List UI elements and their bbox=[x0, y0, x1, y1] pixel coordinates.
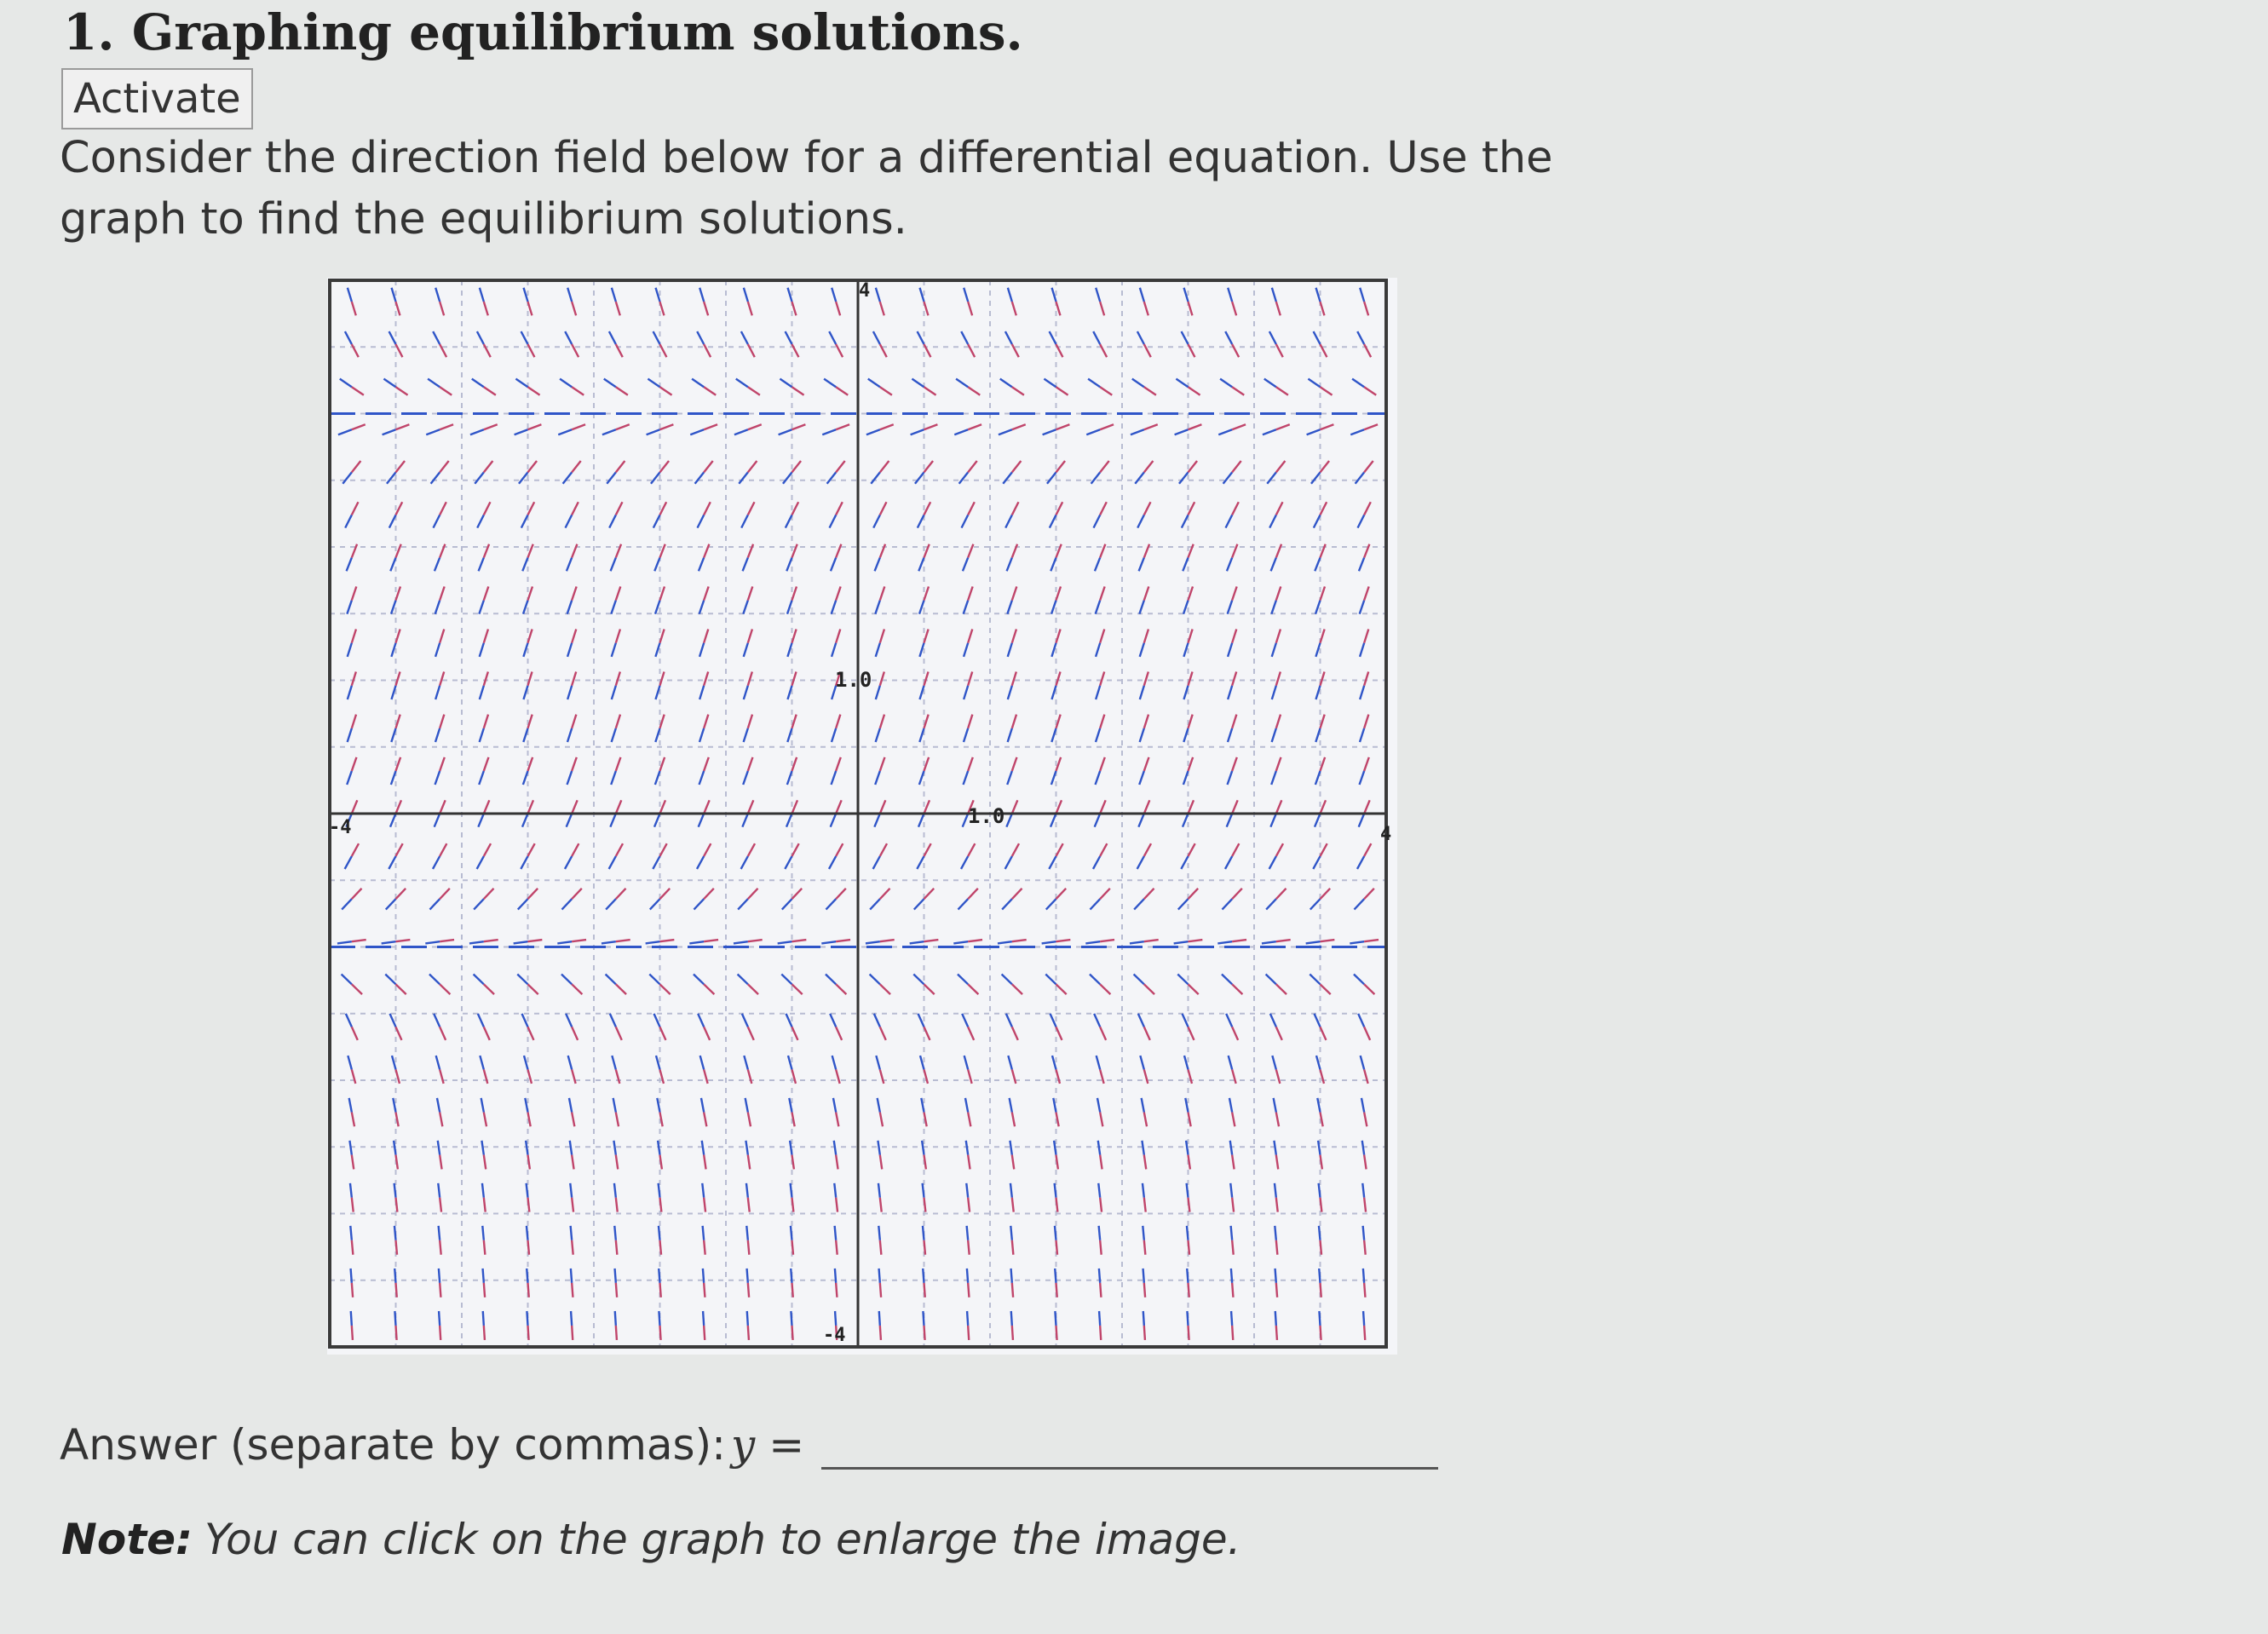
slope-segment bbox=[1055, 1311, 1056, 1326]
slope-segment bbox=[792, 1240, 794, 1255]
slope-segment bbox=[527, 1226, 528, 1240]
slope-segment bbox=[1100, 1240, 1102, 1255]
slope-segment bbox=[1363, 1269, 1364, 1283]
slope-segment bbox=[1363, 1226, 1365, 1240]
slope-segment bbox=[1319, 1269, 1320, 1283]
slope-segment bbox=[659, 1226, 660, 1240]
slope-segment bbox=[1275, 1311, 1276, 1326]
slope-segment bbox=[616, 1326, 617, 1340]
slope-segment bbox=[967, 1311, 968, 1326]
slope-segment bbox=[747, 1311, 748, 1326]
slope-segment bbox=[1011, 1311, 1012, 1326]
y-min-label: -4 bbox=[823, 1325, 846, 1346]
slope-segment bbox=[1055, 1226, 1056, 1240]
slope-segment bbox=[484, 1283, 485, 1297]
slope-segment bbox=[1099, 1226, 1101, 1240]
x-min-label: -4 bbox=[329, 817, 352, 838]
slope-segment bbox=[747, 1269, 748, 1283]
answer-variable: y bbox=[730, 1420, 756, 1470]
slope-segment bbox=[394, 1269, 395, 1283]
slope-segment bbox=[879, 1269, 880, 1283]
slope-segment bbox=[350, 1226, 352, 1240]
slope-segment bbox=[352, 1283, 353, 1297]
slope-segment bbox=[704, 1326, 705, 1340]
slope-segment bbox=[1012, 1283, 1013, 1297]
slope-segment bbox=[1187, 1269, 1188, 1283]
slope-segment bbox=[396, 1326, 397, 1340]
slope-segment bbox=[484, 1240, 486, 1255]
slope-segment bbox=[1143, 1311, 1144, 1326]
slope-segment bbox=[1189, 1240, 1190, 1255]
slope-segment bbox=[1319, 1311, 1320, 1326]
slope-segment bbox=[1231, 1311, 1232, 1326]
slope-segment bbox=[572, 1283, 573, 1297]
answer-row bbox=[60, 1397, 1438, 1470]
slope-segment bbox=[924, 1326, 925, 1340]
slope-segment bbox=[528, 1240, 530, 1255]
slope-segment bbox=[571, 1226, 573, 1240]
problem-title: 1. Graphing equilibrium solutions. bbox=[63, 3, 1023, 61]
slope-segment bbox=[968, 1240, 970, 1255]
slope-segment bbox=[660, 1283, 661, 1297]
slope-segment bbox=[1056, 1283, 1057, 1297]
slope-segment bbox=[1010, 1226, 1012, 1240]
slope-segment bbox=[351, 1311, 352, 1326]
slope-segment bbox=[1012, 1326, 1013, 1340]
slope-segment bbox=[351, 1269, 352, 1283]
x-tick-label: 1.0 bbox=[968, 804, 1005, 828]
y-max-label: 4 bbox=[859, 280, 871, 302]
slope-segment bbox=[879, 1311, 880, 1326]
slope-segment bbox=[352, 1240, 354, 1255]
slope-segment bbox=[528, 1326, 529, 1340]
slope-segment bbox=[615, 1311, 616, 1326]
slope-segment bbox=[1364, 1283, 1365, 1297]
slope-segment bbox=[880, 1240, 882, 1255]
problem-prompt: Consider the direction field below for a differential equation. Use the graph to find the equilibrium solutions. bbox=[60, 133, 1553, 245]
slope-segment bbox=[923, 1311, 924, 1326]
slope-segment bbox=[614, 1226, 616, 1240]
slope-segment bbox=[1144, 1283, 1145, 1297]
answer-label: Answer (separate by commas): bbox=[60, 1420, 726, 1470]
slope-segment bbox=[1364, 1326, 1365, 1340]
slope-segment bbox=[440, 1240, 441, 1255]
slope-segment bbox=[1319, 1226, 1321, 1240]
slope-segment bbox=[791, 1226, 792, 1240]
slope-segment bbox=[748, 1240, 750, 1255]
graph-background bbox=[327, 278, 1397, 1355]
slope-segment bbox=[1187, 1226, 1189, 1240]
slope-segment bbox=[571, 1311, 572, 1326]
slope-segment bbox=[704, 1240, 705, 1255]
slope-segment bbox=[880, 1283, 881, 1297]
slope-segment bbox=[1099, 1311, 1100, 1326]
slope-segment bbox=[394, 1226, 396, 1240]
slope-segment bbox=[748, 1326, 749, 1340]
slope-segment bbox=[660, 1326, 661, 1340]
note-label: Note: bbox=[61, 1515, 193, 1564]
note-text: You can click on the graph to enlarge the image. bbox=[204, 1515, 1241, 1564]
slope-segment bbox=[968, 1326, 969, 1340]
slope-segment bbox=[924, 1283, 925, 1297]
slope-segment bbox=[571, 1269, 572, 1283]
slope-segment bbox=[1011, 1269, 1012, 1283]
slope-segment bbox=[703, 1311, 704, 1326]
slope-segment bbox=[836, 1283, 837, 1297]
slope-segment bbox=[1276, 1326, 1277, 1340]
slope-segment bbox=[1231, 1269, 1232, 1283]
slope-segment bbox=[1144, 1326, 1145, 1340]
slope-segment bbox=[660, 1240, 662, 1255]
slope-segment bbox=[1232, 1326, 1233, 1340]
slope-segment bbox=[792, 1283, 793, 1297]
slope-segment bbox=[482, 1226, 484, 1240]
direction-field-svg bbox=[327, 278, 1397, 1355]
answer-equals: = bbox=[768, 1420, 805, 1470]
slope-segment bbox=[528, 1283, 529, 1297]
slope-segment bbox=[924, 1240, 926, 1255]
slope-segment bbox=[1056, 1240, 1058, 1255]
slope-segment bbox=[703, 1269, 704, 1283]
slope-segment bbox=[1232, 1240, 1234, 1255]
slope-segment bbox=[1012, 1240, 1014, 1255]
slope-segment bbox=[1231, 1226, 1233, 1240]
slope-segment bbox=[1143, 1226, 1144, 1240]
slope-segment bbox=[923, 1269, 924, 1283]
slope-segment bbox=[396, 1240, 398, 1255]
x-max-label: 4 bbox=[1380, 824, 1392, 845]
slope-segment bbox=[439, 1311, 440, 1326]
slope-segment bbox=[1099, 1269, 1100, 1283]
activate-button[interactable]: Activate bbox=[61, 68, 253, 129]
slope-segment bbox=[1187, 1311, 1188, 1326]
slope-segment bbox=[1275, 1226, 1276, 1240]
slope-segment bbox=[396, 1283, 397, 1297]
slope-segment bbox=[572, 1240, 573, 1255]
slope-segment bbox=[704, 1283, 705, 1297]
slope-segment bbox=[616, 1240, 618, 1255]
y-tick-label: 1.0 bbox=[835, 668, 872, 692]
slope-segment bbox=[835, 1269, 836, 1283]
slope-segment bbox=[878, 1226, 880, 1240]
slope-segment bbox=[967, 1269, 968, 1283]
slope-segment bbox=[439, 1226, 440, 1240]
slope-segment bbox=[572, 1326, 573, 1340]
slope-segment bbox=[1100, 1326, 1101, 1340]
slope-segment bbox=[394, 1311, 395, 1326]
slope-segment bbox=[748, 1283, 749, 1297]
slope-segment bbox=[483, 1269, 484, 1283]
slope-segment bbox=[835, 1226, 837, 1240]
slope-segment bbox=[835, 1311, 836, 1326]
answer-input[interactable] bbox=[821, 1397, 1438, 1470]
slope-segment bbox=[967, 1226, 969, 1240]
slope-segment bbox=[352, 1326, 353, 1340]
slope-segment bbox=[483, 1311, 484, 1326]
slope-segment bbox=[1275, 1269, 1276, 1283]
slope-segment bbox=[1144, 1240, 1146, 1255]
slope-segment bbox=[1143, 1269, 1144, 1283]
slope-segment bbox=[923, 1226, 924, 1240]
slope-segment bbox=[1056, 1326, 1057, 1340]
slope-segment bbox=[968, 1283, 969, 1297]
slope-segment bbox=[1232, 1283, 1233, 1297]
slope-segment bbox=[1364, 1240, 1366, 1255]
slope-segment bbox=[1321, 1240, 1322, 1255]
slope-segment bbox=[703, 1226, 705, 1240]
slope-segment bbox=[439, 1269, 440, 1283]
slope-segment bbox=[792, 1326, 793, 1340]
slope-segment bbox=[1055, 1269, 1056, 1283]
slope-segment bbox=[1276, 1240, 1278, 1255]
slope-segment bbox=[1363, 1311, 1364, 1326]
direction-field-graph[interactable] bbox=[327, 278, 1397, 1355]
slope-segment bbox=[1100, 1283, 1101, 1297]
slope-segment bbox=[836, 1240, 838, 1255]
slope-segment bbox=[615, 1269, 616, 1283]
slope-segment bbox=[484, 1326, 485, 1340]
slope-segment bbox=[746, 1226, 748, 1240]
note bbox=[61, 1515, 1241, 1564]
slope-segment bbox=[880, 1326, 881, 1340]
slope-segment bbox=[1276, 1283, 1277, 1297]
slope-segment bbox=[616, 1283, 617, 1297]
